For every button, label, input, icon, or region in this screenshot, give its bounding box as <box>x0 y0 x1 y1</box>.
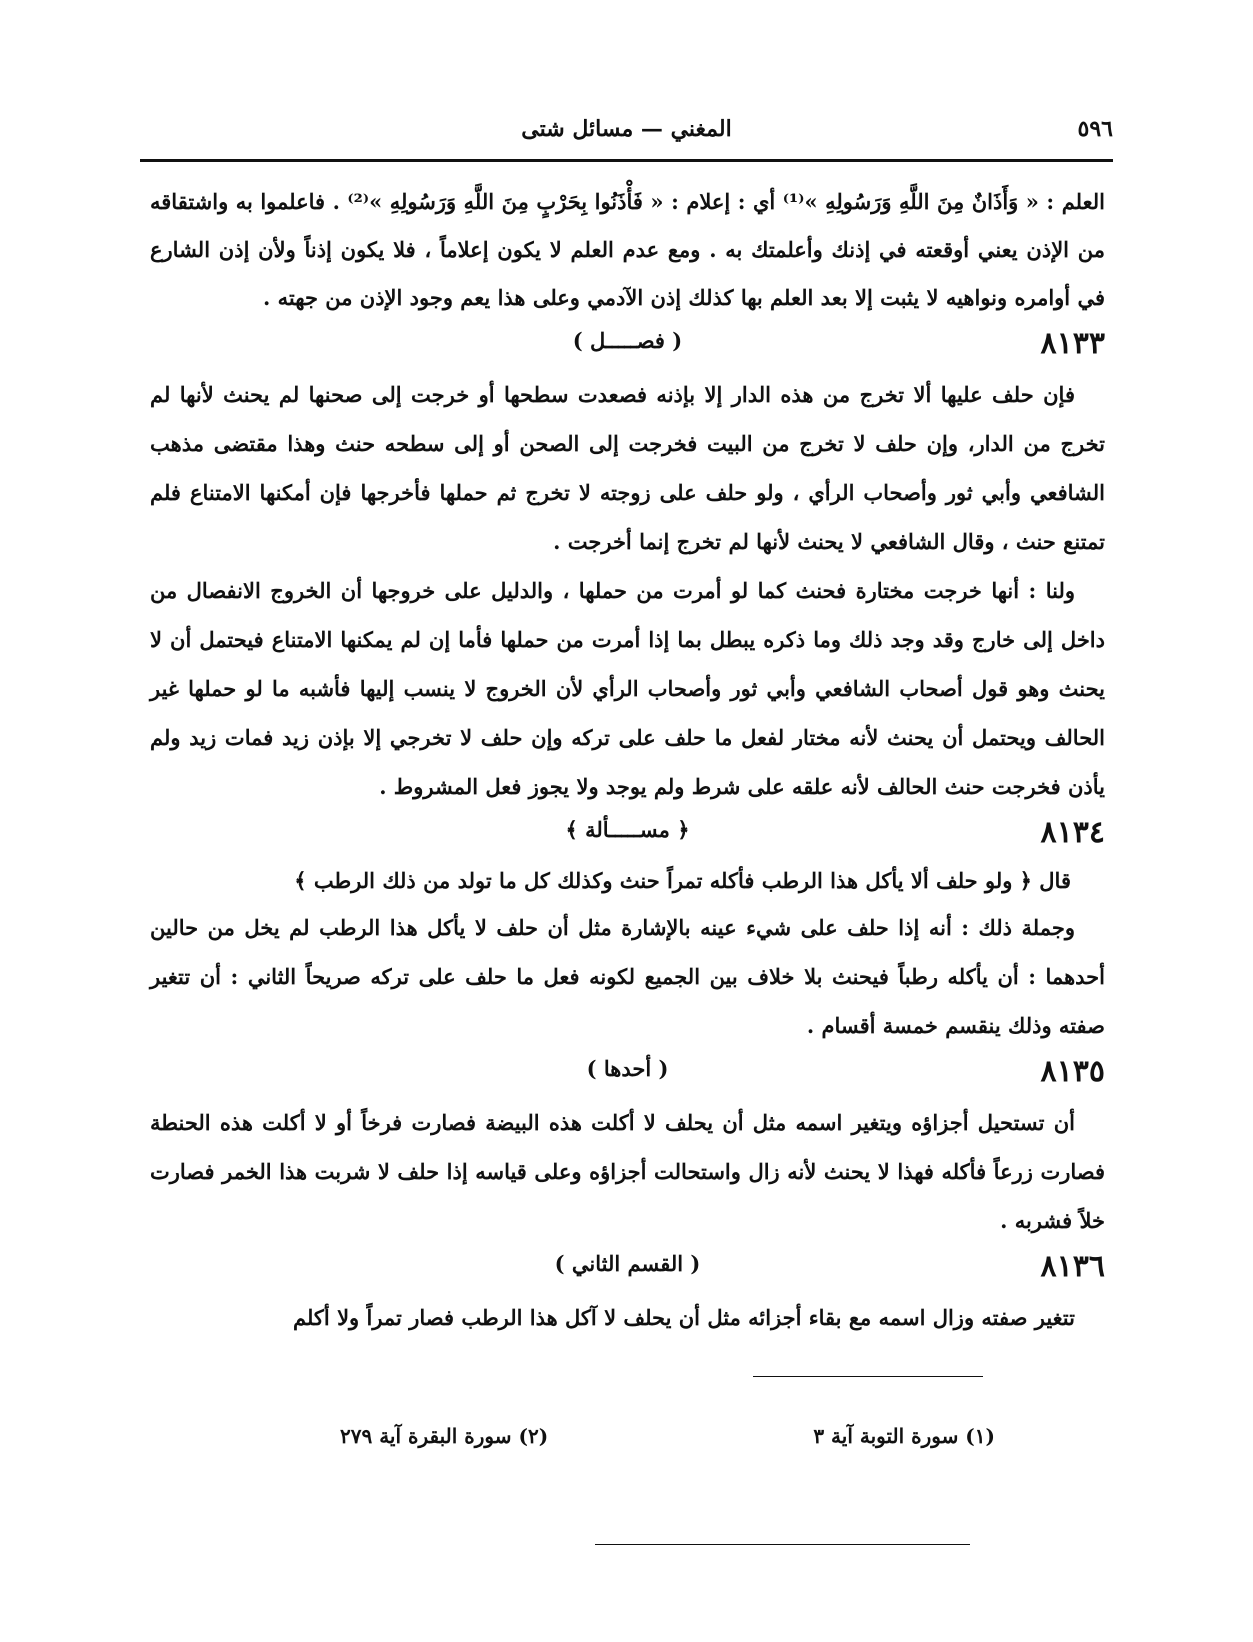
section-heading <box>150 1245 1105 1293</box>
section-label: ( أحدها ) <box>586 1056 669 1081</box>
section-number: ٨١٣٣ <box>1040 326 1105 361</box>
header-rule <box>140 159 1113 162</box>
section-heading <box>150 1050 1105 1098</box>
section-number: ٨١٣٥ <box>1040 1054 1105 1089</box>
paragraph: تتغير صفته وزال اسمه مع بقاء أجزائه مثل أن يحلف لا آكل هذا الرطب فصار تمراً ولا أكلم <box>293 1305 1075 1330</box>
section-label: ( القسم الثاني ) <box>554 1251 701 1276</box>
footnote-1: (١) سورة التوبة آية ٣ <box>813 1424 995 1448</box>
page-number: ٥٩٦ <box>1077 116 1113 142</box>
section-heading <box>150 811 1105 859</box>
footnotes <box>340 1424 995 1464</box>
paragraph: وجملة ذلك : أنه إذا حلف على شيء عينه بالإشارة مثل أن حلف لا يأكل هذا الرطب لم يخل من حالين أحدهما : أن يأكله رطباً فيحنث بلا خلاف بين الجميع لكونه فعل ما حلف على تركه صريحاً الثاني : أن تتغير صفته وذلك ينقسم خمسة أقسام . <box>150 915 1105 1038</box>
running-title: المغني — مسائل شتى <box>521 116 732 142</box>
paragraph-continuation: العلم : « وَأَذَانٌ مِنَ اللَّهِ وَرَسُولِهِ »⁽¹⁾ أي : إعلام : « فَأْذَنُوا بِحَرْبٍ مِنَ اللَّهِ وَرَسُولِهِ »⁽²⁾ . فاعلموا به واشتقاقه من الإذن يعني أوقعته في إذنك وأعلمتك به . ومع عدم العلم لا يكون إعلاماً ، فلا يكون إذناً ولأن إذن الشارع في أوامره ونواهيه لا يثبت إلا بعد العلم بها كذلك إذن الآدمي وعلى هذا يعم وجود الإذن من جهته . <box>150 189 1105 310</box>
section-heading <box>150 322 1105 370</box>
paragraph: ولنا : أنها خرجت مختارة فحنث كما لو أمرت من حملها ، والدليل على خروجها أن الخروج الانفصال من داخل إلى خارج وقد وجد ذلك وما ذكره يبطل بما إذا أمرت من حملها فأما إن لم يمكنها الامتناع فيحتمل أن لا يحنث وهو قول أصحاب الشافعي وأبي ثور وأصحاب الرأي لأن الخروج لا ينسب إليها فأشبه ما لو حملها غير الحالف ويحتمل أن يحنث لأنه مختار لفعل ما حلف على تركه وإن حلف لا تخرجي إلا بإذن زيد فمات زيد ولم يأذن فخرجت حنث الحالف لأنه علقه على شرط ولم يوجد ولا يجوز فعل المشروط . <box>150 578 1105 799</box>
section-number: ٨١٣٦ <box>1040 1249 1105 1284</box>
section-label: ﴿ مســـــألة ﴾ <box>565 817 690 842</box>
section-label: ( فصـــــل ) <box>572 328 683 353</box>
footnote-2: (٢) سورة البقرة آية ٢٧٩ <box>340 1424 549 1448</box>
running-head <box>140 116 1113 150</box>
bottom-rule <box>595 1544 970 1545</box>
page-body <box>150 178 1105 1342</box>
matn-quote: قال ﴿ ولو حلف ألا يأكل هذا الرطب فأكله تمراً حنث وكذلك كل ما تولد من ذلك الرطب ﴾ <box>294 868 1071 893</box>
footnote-rule <box>753 1376 983 1377</box>
paragraph: أن تستحيل أجزاؤه ويتغير اسمه مثل أن يحلف لا أكلت هذه البيضة فصارت فرخاً أو لا أكلت هذه الحنطة فصارت زرعاً فأكله فهذا لا يحنث لأنه زال واستحالت أجزاؤه وعلى قياسه إذا حلف لا شربت هذا الخمر فصارت خلاً فشربه . <box>150 1110 1106 1233</box>
paragraph: فإن حلف عليها ألا تخرج من هذه الدار إلا بإذنه فصعدت سطحها أو خرجت إلى صحنها لم يحنث لأنها لم تخرج من الدار، وإن حلف لا تخرج من البيت فخرجت إلى الصحن أو إلى سطحه حنث وهذا مقتضى مذهب الشافعي وأبي ثور وأصحاب الرأي ، ولو حلف على زوجته لا تخرج ثم حملها فأخرجها فإن أمكنها الامتناع فلم تمتنع حنث ، وقال الشافعي لا يحنث لأنها لم تخرج إنما أخرجت . <box>150 382 1105 554</box>
section-number: ٨١٣٤ <box>1040 815 1105 850</box>
